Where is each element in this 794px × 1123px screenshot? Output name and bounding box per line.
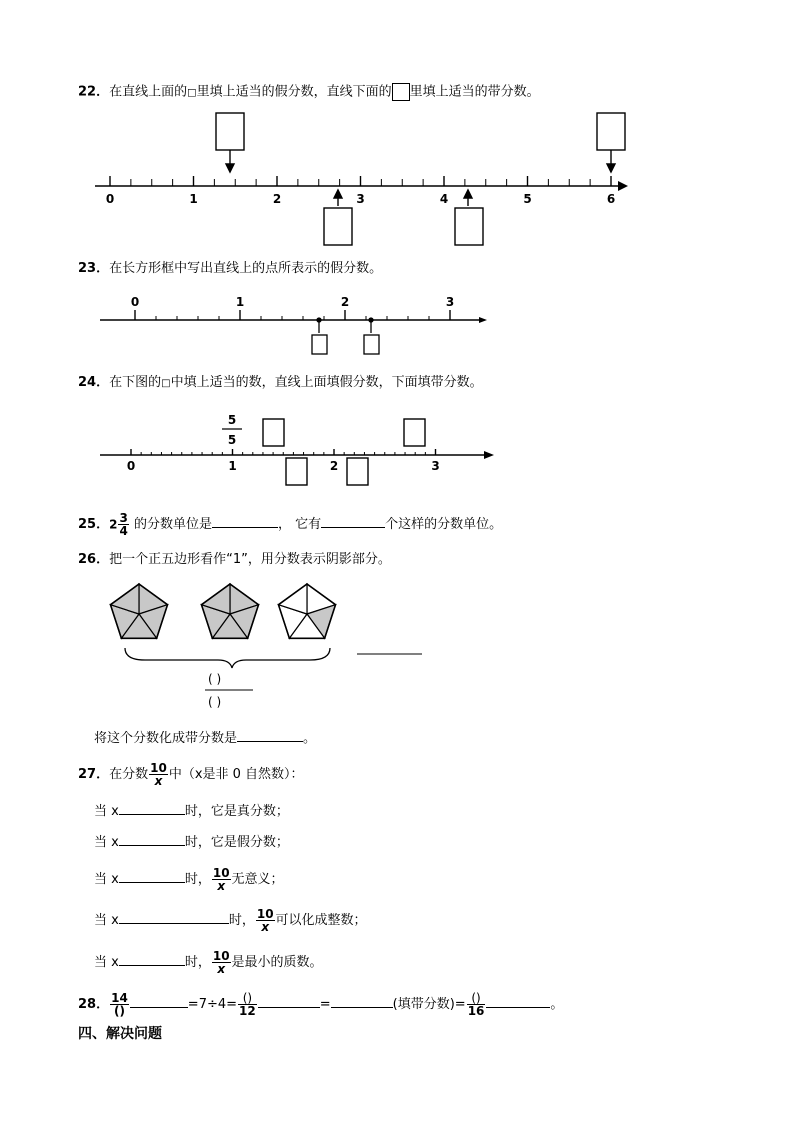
- tick-label: 2: [340, 295, 350, 309]
- question-number: 25．: [78, 517, 110, 532]
- q27-line-3: [94, 867, 284, 892]
- q27-line-5: [94, 950, 323, 975]
- tick-label: 2: [329, 459, 339, 473]
- q27-line-2: [94, 831, 289, 852]
- equation-text: =7÷4=: [187, 997, 238, 1012]
- fraction-numerator[interactable]: (): [238, 992, 257, 1005]
- fraction-numerator: 14: [111, 991, 128, 1005]
- tick-label: 1: [228, 459, 237, 473]
- prompt-text: 的分数单位是: [133, 517, 212, 532]
- fraction: [110, 992, 129, 1017]
- fraction: [238, 992, 257, 1017]
- question-number: 23．: [78, 261, 110, 276]
- fraction: [149, 762, 168, 787]
- question-number: 26．: [78, 552, 110, 567]
- answer-blank[interactable]: [486, 993, 550, 1008]
- fraction-numerator: 10: [150, 761, 167, 775]
- fraction-denominator: x: [154, 774, 163, 788]
- q28-prompt: [78, 992, 563, 1017]
- q26-fraction-top[interactable]: ( ): [208, 672, 222, 686]
- fraction-denominator: 12: [239, 1004, 256, 1018]
- prompt-text: 。: [550, 997, 564, 1012]
- prompt-text: 中填上适当的数，直线上面填假分数，下面填带分数。: [170, 375, 483, 390]
- q27-line-4: [94, 908, 367, 933]
- prompt-text: 在直线上面的: [109, 84, 188, 100]
- prompt-text: 时，它是假分数；: [184, 835, 289, 850]
- prompt-text: 时，: [184, 955, 211, 970]
- prompt-text: 当 x: [94, 955, 119, 970]
- small-box-glyph: □: [161, 378, 171, 389]
- tick-label: 3: [356, 192, 365, 206]
- prompt-text: (填带分数)=: [392, 997, 466, 1012]
- tick-label: 4: [439, 192, 449, 206]
- tick-label: 1: [235, 295, 245, 309]
- prompt-text: 时，: [228, 913, 255, 928]
- fraction-denominator: x: [261, 920, 270, 934]
- fraction: [467, 992, 486, 1017]
- question-number: 27．: [78, 767, 110, 782]
- answer-blank[interactable]: [119, 909, 229, 924]
- prompt-text: 无意义；: [231, 872, 284, 887]
- prompt-text: ， 它有: [277, 517, 322, 532]
- fraction-denominator: 16: [467, 1004, 485, 1018]
- fraction-numerator: 3: [119, 511, 128, 525]
- answer-blank[interactable]: [130, 993, 188, 1008]
- q27-prompt: [78, 762, 304, 787]
- fraction-denominator[interactable]: (): [113, 1004, 125, 1018]
- fraction-denominator: x: [217, 879, 226, 893]
- question-number: 22．: [78, 84, 110, 100]
- prompt-text: 时，它是真分数；: [184, 804, 289, 819]
- fraction-numerator[interactable]: (): [467, 992, 486, 1005]
- tick-label: 2: [272, 192, 282, 206]
- prompt-text: 当 x: [94, 913, 119, 928]
- prompt-text: 当 x: [94, 835, 119, 850]
- answer-blank[interactable]: [119, 951, 185, 966]
- prompt-text: 在下图的: [109, 375, 162, 390]
- answer-blank[interactable]: [331, 993, 393, 1008]
- section-heading: 四、解决问题: [78, 1026, 162, 1042]
- prompt-text: 把一个正五边形看作“1”，用分数表示阴影部分。: [109, 552, 391, 567]
- q26-convert: [94, 727, 316, 748]
- q27-line-1: [94, 800, 289, 821]
- answer-blank[interactable]: [237, 727, 303, 742]
- prompt-text: 个这样的分数单位。: [385, 517, 503, 532]
- tick-label: 3: [431, 459, 440, 473]
- fraction: [212, 867, 231, 892]
- prompt-text: 将这个分数化成带分数是: [94, 731, 238, 746]
- tick-label: 0: [130, 295, 140, 309]
- tick-label: 0: [126, 459, 136, 473]
- fraction: [212, 950, 231, 975]
- prompt-text: 中（x是非 0 自然数）：: [168, 767, 304, 782]
- tick-label: 0: [105, 192, 115, 206]
- prompt-text: 当 x: [94, 804, 119, 819]
- fraction: [256, 908, 275, 933]
- answer-blank[interactable]: [119, 868, 185, 883]
- equation-text: =: [319, 997, 331, 1012]
- small-box-glyph: □: [187, 87, 197, 99]
- prompt-text: 时，: [184, 872, 211, 887]
- question-number: 28．: [78, 997, 110, 1012]
- fraction-denominator: 4: [119, 524, 128, 538]
- answer-blank[interactable]: [258, 993, 320, 1008]
- prompt-text: 里填上适当的带分数。: [409, 84, 540, 100]
- mixed-whole: 2: [109, 517, 118, 532]
- tick-label: 1: [189, 192, 198, 206]
- prompt-text: 在长方形框中写出直线上的点所表示的假分数。: [109, 261, 383, 276]
- fraction-numerator: 10: [256, 907, 274, 921]
- grouping-brace: [125, 648, 330, 668]
- tick-label: 6: [606, 192, 616, 206]
- fraction-denominator: x: [217, 962, 226, 976]
- prompt-text: 在分数: [109, 767, 149, 782]
- prompt-text: 可以化成整数；: [275, 913, 367, 928]
- fraction-denominator: 5: [227, 433, 237, 447]
- answer-blank[interactable]: [119, 831, 185, 846]
- tick-label: 5: [523, 192, 532, 206]
- fraction-numerator: 5: [227, 413, 237, 427]
- fraction-numerator: 10: [212, 866, 230, 880]
- fraction-numerator: 10: [212, 949, 230, 963]
- q26-fraction-bottom[interactable]: ( ): [208, 695, 222, 709]
- tick-label: 3: [445, 295, 455, 309]
- prompt-text: 是最小的质数。: [231, 955, 323, 970]
- answer-blank[interactable]: [119, 800, 185, 815]
- prompt-text: 里填上适当的假分数，直线下面的: [196, 84, 392, 100]
- prompt-text: 当 x: [94, 872, 119, 887]
- prompt-text: 。: [303, 731, 317, 746]
- question-number: 24．: [78, 375, 110, 390]
